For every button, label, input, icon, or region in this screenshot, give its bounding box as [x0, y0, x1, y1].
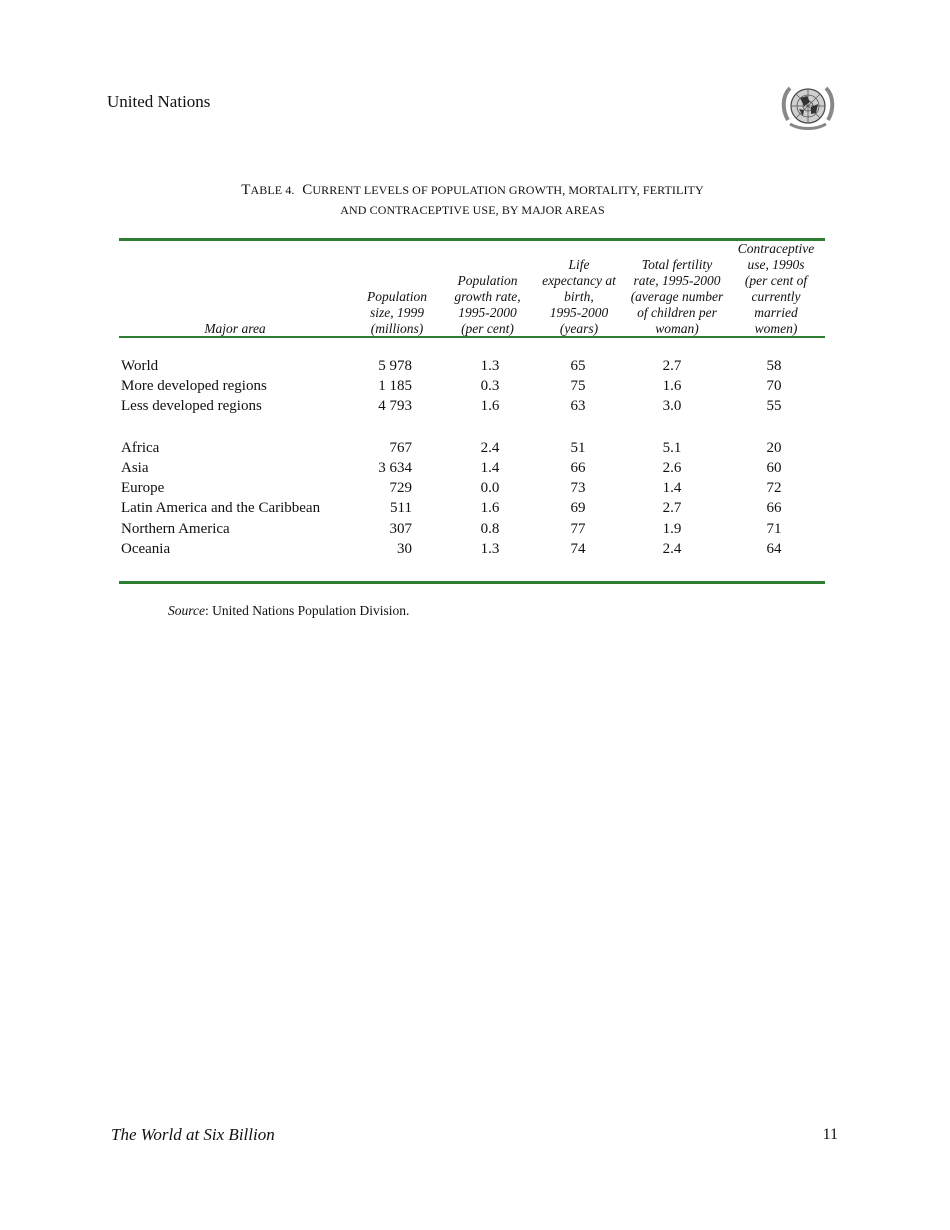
cell-population: 767	[389, 440, 412, 456]
cell-contraceptive-use: 60	[766, 460, 782, 476]
cell-population: 1 185	[378, 378, 412, 394]
un-emblem-icon	[780, 80, 836, 132]
cell-contraceptive-use: 70	[766, 378, 782, 394]
cell-contraceptive-use: 72	[766, 480, 782, 496]
cell-growth-rate: 1.6	[480, 398, 500, 414]
column-header-major-area: Major area	[204, 321, 266, 336]
cell-area: Less developed regions	[121, 398, 262, 414]
cell-life-expectancy: 69	[570, 500, 586, 516]
cell-fertility-rate: 2.7	[662, 500, 682, 516]
cell-growth-rate: 0.8	[480, 521, 500, 537]
column-header-growth-rate: Population growth rate, 1995-2000 (per cent)	[454, 273, 521, 336]
cell-area: World	[121, 358, 159, 374]
cell-population: 4 793	[378, 398, 412, 414]
cell-fertility-rate: 1.4	[662, 480, 682, 496]
cell-population: 307	[389, 521, 412, 537]
table-row	[0, 500, 950, 520]
cell-fertility-rate: 2.4	[662, 541, 682, 557]
cell-life-expectancy: 74	[570, 541, 586, 557]
cell-contraceptive-use: 55	[766, 398, 782, 414]
cell-growth-rate: 2.4	[480, 440, 500, 456]
table-row	[0, 398, 950, 418]
table-header-rule	[119, 336, 825, 338]
title-line-1-text: URRENT LEVELS OF POPULATION GROWTH, MORTALITY, FERTILITY	[312, 183, 704, 197]
cell-area: Europe	[121, 480, 165, 496]
cell-fertility-rate: 5.1	[662, 440, 682, 456]
table-source-note	[168, 603, 409, 619]
cell-fertility-rate: 1.9	[662, 521, 682, 537]
cell-area: Africa	[121, 440, 160, 456]
table-label-rest: ABLE 4.	[250, 183, 295, 197]
table-row	[0, 358, 950, 378]
cell-growth-rate: 1.6	[480, 500, 500, 516]
cell-life-expectancy: 65	[570, 358, 586, 374]
cell-area: Latin America and the Caribbean	[121, 500, 321, 516]
title-cap: C	[302, 182, 313, 198]
cell-area: Asia	[121, 460, 149, 476]
cell-area: Northern America	[121, 521, 230, 537]
cell-life-expectancy: 73	[570, 480, 586, 496]
cell-population: 30	[397, 541, 412, 557]
table-title-line-2	[120, 202, 825, 219]
cell-life-expectancy: 77	[570, 521, 586, 537]
cell-fertility-rate: 2.6	[662, 460, 682, 476]
cell-population: 729	[389, 480, 412, 496]
cell-growth-rate: 0.3	[480, 378, 500, 394]
cell-growth-rate: 0.0	[480, 480, 500, 496]
table-row	[0, 521, 950, 541]
cell-area: Oceania	[121, 541, 171, 557]
table-title-line-1	[120, 182, 825, 199]
column-header-life-expectancy: Life expectancy at birth, 1995-2000 (years)	[542, 257, 616, 336]
source-text: : United Nations Population Division.	[205, 603, 410, 618]
cell-life-expectancy: 51	[570, 440, 586, 456]
footer-publication-title: The World at Six Billion	[111, 1125, 275, 1144]
cell-population: 3 634	[378, 460, 412, 476]
cell-contraceptive-use: 71	[766, 521, 782, 537]
cell-life-expectancy: 63	[570, 398, 586, 414]
cell-contraceptive-use: 66	[766, 500, 782, 516]
cell-fertility-rate: 3.0	[662, 398, 682, 414]
table-row	[0, 440, 950, 460]
cell-life-expectancy: 66	[570, 460, 586, 476]
cell-contraceptive-use: 58	[766, 358, 782, 374]
title-line-2-text: AND CONTRACEPTIVE USE, BY MAJOR AREAS	[340, 203, 605, 217]
source-label: Source	[168, 603, 205, 618]
cell-life-expectancy: 75	[570, 378, 586, 394]
cell-area: More developed regions	[121, 378, 267, 394]
cell-contraceptive-use: 64	[766, 541, 782, 557]
table-bottom-rule	[119, 581, 825, 584]
cell-growth-rate: 1.3	[480, 358, 500, 374]
table-row	[0, 460, 950, 480]
table-label-cap: T	[241, 182, 251, 198]
column-header-population: Population size, 1999 (millions)	[367, 289, 427, 336]
cell-growth-rate: 1.4	[480, 460, 500, 476]
organization-name: United Nations	[107, 92, 211, 111]
table-row	[0, 480, 950, 500]
cell-fertility-rate: 1.6	[662, 378, 682, 394]
cell-growth-rate: 1.3	[480, 541, 500, 557]
table-row	[0, 541, 950, 561]
cell-fertility-rate: 2.7	[662, 358, 682, 374]
page-number: 11	[822, 1126, 838, 1143]
column-header-contraceptive-use: Contraceptive use, 1990s (per cent of currently married women)	[737, 241, 815, 336]
cell-population: 5 978	[378, 358, 412, 374]
cell-contraceptive-use: 20	[766, 440, 782, 456]
table-top-rule	[119, 238, 825, 241]
cell-population: 511	[390, 500, 412, 516]
column-header-fertility-rate: Total fertility rate, 1995-2000 (average number of children per woman)	[630, 257, 724, 336]
table-row	[0, 378, 950, 398]
